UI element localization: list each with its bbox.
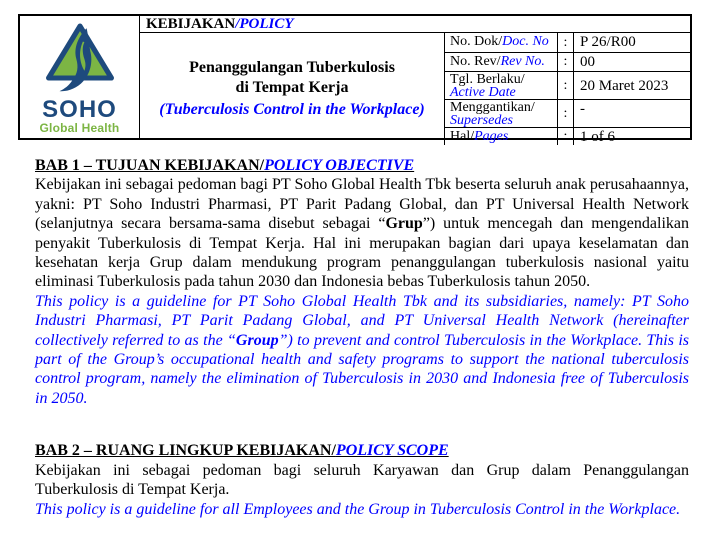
- logo-brand-text: SOHO: [42, 96, 117, 123]
- info-separator: :: [558, 100, 574, 127]
- document-title-line1: Penanggulangan Tuberkulosis: [189, 59, 395, 76]
- bab1-paragraph-english: This policy is a guideline for PT Soho Global Health Tbk and its subsidiaries, namely: PT Soho Industri Pharmasi, PT Parit Padang Global, and PT Universal Health Network (hereinafter collectively referred to as the “Group”) to prevent and control Tuberculosis in the Workplace. This is part of the Group’s occupational health and safety programs to support the national tuberculosis control program, namely the elimination of Tuberculosis in 2030 and Indonesia free of Tuberculosis in 2050.: [35, 292, 689, 407]
- info-label: No. Dok/Doc. No: [445, 33, 558, 52]
- document-body: [35, 140, 689, 519]
- info-separator: :: [558, 72, 574, 99]
- info-label: Hal/Pages: [445, 128, 558, 145]
- info-row-doc-no: [445, 33, 690, 52]
- logo-cell: [20, 16, 140, 138]
- info-row-supersedes: [445, 99, 690, 127]
- soho-logo-icon: [41, 21, 119, 97]
- info-separator: :: [558, 33, 574, 52]
- document-type-id: KEBIJAKAN: [146, 16, 236, 32]
- document-title-line2: di Tempat Kerja: [235, 79, 349, 96]
- info-separator: :: [558, 128, 574, 145]
- document-info-table: [445, 33, 690, 145]
- info-separator: :: [558, 53, 574, 71]
- document-title-english: (Tuberculosis Control in the Workplace): [159, 101, 425, 118]
- section-bab2: [35, 441, 689, 519]
- section-bab1-heading: BAB 1 – TUJUAN KEBIJAKAN/POLICY OBJECTIVE: [35, 157, 415, 174]
- document-title-cell: [140, 33, 445, 145]
- header-right: [140, 16, 690, 145]
- document-type-row: [140, 16, 690, 33]
- document-type-en: /POLICY: [235, 16, 294, 32]
- bab2-paragraph-indonesian: Kebijakan ini sebagai pedoman bagi seluruh Karyawan dan Grup dalam Penanggulangan Tuberkulosis di Tempat Kerja.: [35, 461, 689, 499]
- section-bab2-heading-english: POLICY SCOPE: [335, 442, 449, 460]
- section-bab2-heading: BAB 2 – RUANG LINGKUP KEBIJAKAN/POLICY SCOPE: [35, 442, 449, 460]
- info-label: Tgl. Berlaku/ Active Date: [445, 72, 558, 99]
- bab2-paragraph-english: This policy is a guideline for all Employees and the Group in Tuberculosis Control in the Workplace.: [35, 500, 681, 518]
- bab1-paragraph-indonesian: Kebijakan ini sebagai pedoman bagi PT Soho Global Health Tbk beserta seluruh anak perusahaannya, yakni: PT Soho Industri Pharmasi, PT Parit Padang Global, dan PT Universal Health Network (selanjutnya secara bersama-sama disebut sebagai “Grup”) untuk mencegah dan mengendalikan penyakit Tuberkulosis di Tempat Kerja. Hal ini merupakan bagian dari upaya keselamatan dan kesehatan kerja Grup dalam mendukung program penanggulangan tuberkulosis nasional yaitu eliminasi Tuberkulosis pada tahun 2030 dan Indonesia bebas Tuberkulosis tahun 2050.: [35, 176, 689, 291]
- info-row-rev-no: [445, 52, 690, 71]
- header-lower: [140, 33, 690, 145]
- section-bab1-heading-english: POLICY OBJECTIVE: [264, 157, 415, 174]
- info-label: Menggantikan/ Supersedes: [445, 100, 558, 127]
- info-row-active-date: [445, 71, 690, 99]
- document-header-table: [18, 14, 692, 145]
- active-date-value: 20 Maret 2023: [580, 77, 669, 94]
- section-bab1: [35, 156, 689, 408]
- info-label: No. Rev/Rev No.: [445, 53, 558, 71]
- supersedes-value: -: [580, 101, 585, 117]
- page-number-value: 1 of 6: [580, 129, 615, 145]
- rev-number-value: 00: [580, 54, 595, 70]
- doc-number-value: P 26/R00: [580, 34, 636, 50]
- logo-tagline-text: Global Health: [39, 121, 120, 135]
